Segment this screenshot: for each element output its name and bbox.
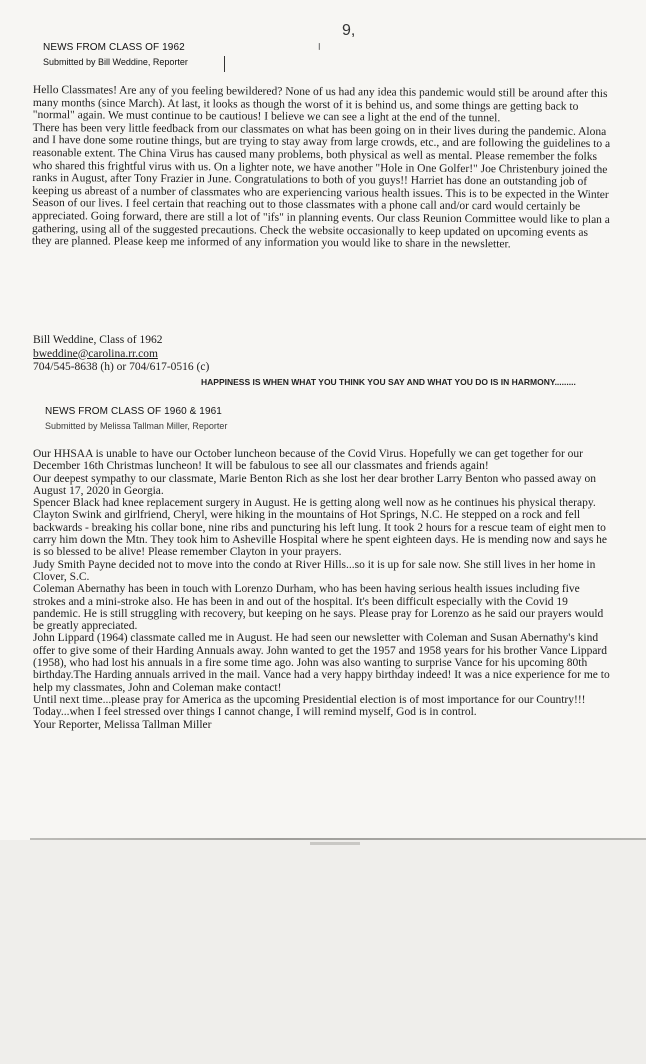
section2-paragraph: Spencer Black had knee replacement surgery in August. He is getting along well now as he continues his physical therapy. <box>33 497 596 510</box>
section1-paragraph: There has been very little feedback from our classmates on what has been going on in their lives during the pandemic. Alona and I have done some routine things, but are trying to stay away from large crowds, etc., and are following the guidelines to a reasonable extent. The China Virus has caused many problems, both physical as well as mental. Please remember the folks who shared this frightful virus with us. On a lighter note, we have another "Hole in One Golfer!" Joe Christenbury joined the ranks in August, after Tony Frazier in June. Congratulations to both of you guys!! Harriet has done an outstanding job of keeping us abreast of a number of classmates who are experiencing various health issues. This is to be expected in the Winter Season of our lives. I feel certain that reaching out to those classmates with a phone call and/or card would certainly be appreciated. Going forward, there are still a lot of "ifs" in planning events. Our class Reunion Committee would like to plan a gathering, using all of the suggested precautions. Check the website occasionally to keep updated on upcoming events as they are planned. Please keep me informed of any information you would like to share in the newsletter. <box>31 121 611 251</box>
page-fold-shadow <box>310 842 360 845</box>
section2-paragraph: Coleman Abernathy has been in touch with Lorenzo Durham, who has been having serious health issues including five strokes and a mini-stroke also. He has been in and out of the hospital. It's been difficult especially with the Covid 19 pandemic. He is still struggling with recovery, but keeping on he says. Please pray for Lorenzo as he said our prayers would be greatly appreciated. <box>33 583 604 633</box>
signature-name: Bill Weddine, Class of 1962 <box>33 334 163 346</box>
section2-paragraph: Clayton Swink and girlfriend, Cheryl, were hiking in the mountains of Hot Springs, N.C. He stepped on a rock and fell backwards - breaking his collar bone, nine ribs and puncturing his left lung. It took 2 hours for a rescue team of eight men to carry him down the Mtn. They took him to Asheville Hospital where he spent eighteen days. He is mending now and says he is so blessed to be alive! Please remember Clayton in your prayers. <box>33 509 608 559</box>
section1-paragraph: Hello Classmates! Are any of you feeling bewildered? None of us had any idea this pandemic would still be around after this many months (since March). At last, it looks as though the worst of it is behind us, and some things are getting back to "normal" again. We must continue to be cautious! I believe we can see a light at the end of the tunnel. <box>32 84 608 125</box>
section2-paragraph: Our HHSAA is unable to have our October luncheon because of the Covid Virus. Hopefully we can get together for our December 16th Christmas luncheon! It will be fabulous to see all our classmates and friends again! <box>33 448 583 473</box>
text-cursor-mark <box>224 56 225 72</box>
signature-email-link[interactable]: bweddine@carolina.rr.com <box>33 347 158 360</box>
section1-body <box>32 84 611 252</box>
page-bottom-margin <box>0 840 646 1064</box>
section2-paragraph: Until next time...please pray for America as the upcoming Presidential election is of most importance for our Country!!! <box>33 693 586 706</box>
signature-phone: 704/545-8638 (h) or 704/617-0516 (c) <box>33 361 210 373</box>
page-fold-line <box>30 838 646 840</box>
section1-title: NEWS FROM CLASS OF 1962 <box>43 42 185 53</box>
section2-title: NEWS FROM CLASS OF 1960 & 1961 <box>45 406 222 417</box>
section2-body <box>33 448 611 731</box>
section2-paragraph: Your Reporter, Melissa Tallman Miller <box>33 718 212 731</box>
section2-paragraph: Judy Smith Payne decided not to move into the condo at River Hills...so it is up for sale now. She still lives in her home in Clover, S.C. <box>33 558 596 583</box>
motto-line: HAPPINESS IS WHEN WHAT YOU THINK YOU SAY AND WHAT YOU DO IS IN HARMONY......... <box>201 377 576 387</box>
section1-submitted: Submitted by Bill Weddine, Reporter <box>43 57 188 67</box>
page-number: 9, <box>342 22 356 39</box>
section2-paragraph: John Lippard (1964) classmate called me in August. He had seen our newsletter with Coleman and Susan Abernathy's kind offer to give some of their Harding Annuals away. John wanted to get the 1957 and 1958 years for his brother Vance Lippard (1958), who had lost his annuals in a fire some time ago. John was also wanting to surprise Vance for his upcoming 80th birthday.The Harding annuals arrived in the mail. Vance had a very happy birthday indeed! It was a nice experience for me to help my classmates, John and Coleman make contact! <box>33 632 610 694</box>
section2-paragraph: Our deepest sympathy to our classmate, Marie Benton Rich as she lost her dear brother Larry Benton who passed away on August 17, 2020 in Georgia. <box>33 472 597 497</box>
section1-signature <box>33 334 333 375</box>
small-mark: ꞁ <box>318 40 321 50</box>
section2-paragraph: Today...when I feel stressed over things I cannot change, I will remind myself, God is in control. <box>33 706 477 719</box>
section2-submitted: Submitted by Melissa Tallman Miller, Reporter <box>45 421 228 431</box>
